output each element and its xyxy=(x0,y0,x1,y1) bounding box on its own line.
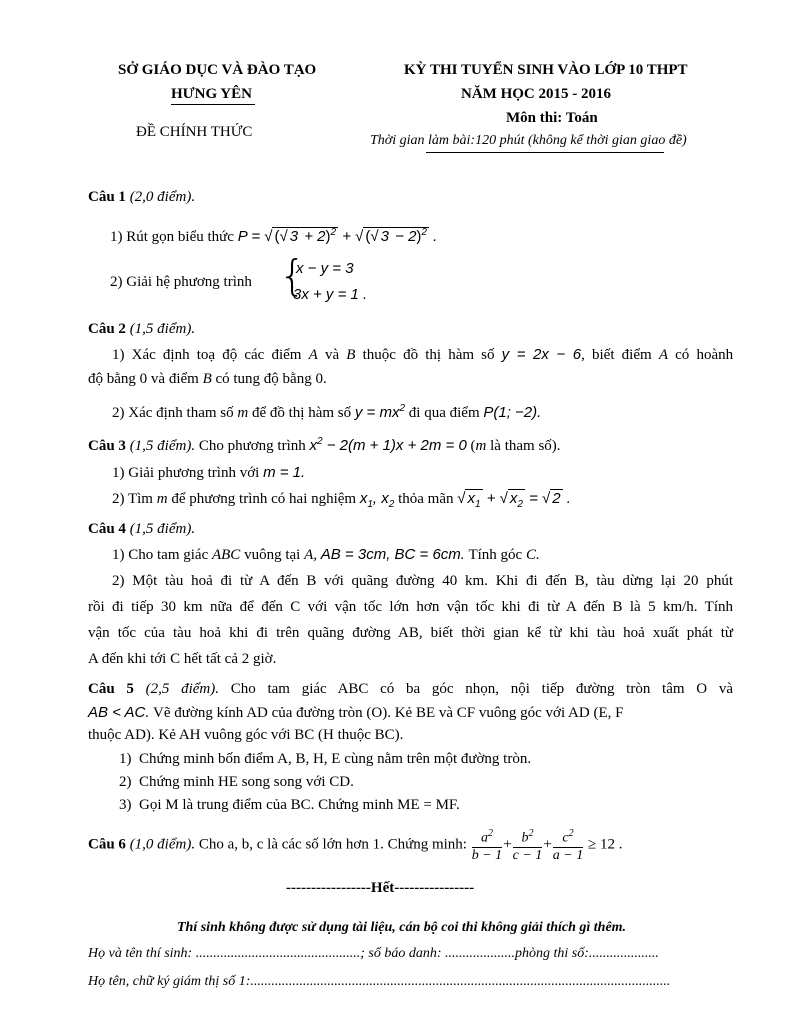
q2-point: P(1; −2). xyxy=(483,404,542,421)
q2-p2-text-b: để đồ thị hàm số xyxy=(251,405,352,421)
department-line2: HƯNG YÊN xyxy=(171,86,252,102)
q2-points: (1,5 điểm). xyxy=(129,321,196,337)
q2-p2-text-c: đi qua điểm xyxy=(408,405,480,421)
q5-line2-text: Vẽ đường kính AD của đường tròn (O). Kẻ BE và CF vuông góc với AD (E, F xyxy=(153,705,624,721)
q2-p1-text-g: có tung độ bằng 0. xyxy=(215,371,327,387)
q6-text: Cho a, b, c là các số lớn hơn 1. Chứng minh: xyxy=(198,836,467,853)
q6-frac-1: $\frac{a^2}{b - 1}$ xyxy=(471,828,503,863)
q3-p1-text: 1) Giải phương trình với xyxy=(112,465,260,481)
q5-points: (2,5 điểm). xyxy=(145,681,220,697)
q3-part2 xyxy=(112,488,757,516)
q4-p1-text-c: Tính góc xyxy=(468,547,523,563)
q2-var-a2: A xyxy=(658,347,668,363)
q3-intro: Cho phương trình xyxy=(198,438,306,454)
q4-p1-a: A, xyxy=(304,547,317,563)
q5-line1 xyxy=(88,678,733,700)
q2-title: Câu 2 xyxy=(88,321,126,337)
q1-part2-label: 2) Giải hệ phương trình xyxy=(110,274,252,290)
system-eq1: x − y = 3 xyxy=(296,260,354,277)
q2-p1-text-c: thuộc đồ thị hàm số xyxy=(362,347,495,363)
q5-item-1-num: 1) xyxy=(119,751,132,767)
q4-part2-line2: rồi đi tiếp 30 km nữa để đến C với vận tốc lớn hơn vận tốc khi đi từ A đến B là 5 km/h. Tính xyxy=(88,599,733,615)
q2-p1-text-e: có hoành xyxy=(675,347,734,363)
q3-note-rest: là tham số). xyxy=(490,438,561,454)
exam-time: Thời gian làm bài:120 phút (không kể thời gian giao đề) xyxy=(370,133,687,148)
q2-parabola: $y = mx^2$ xyxy=(354,403,406,421)
q2-var-m: m xyxy=(237,405,249,421)
q2-var-a: A xyxy=(308,347,318,363)
q4-heading xyxy=(88,518,733,540)
q3-p2-text-b: để phương trình có hai nghiệm xyxy=(171,491,357,507)
footer-note: Thí sinh không được sử dụng tài liệu, cán bộ coi thi không giải thích gì thêm. xyxy=(177,920,627,935)
q3-title: Câu 3 xyxy=(88,438,126,454)
q4-part2-line4: A đến khi tới C hết tất cả 2 giờ. xyxy=(88,651,277,667)
q5-item-3-text: Gọi M là trung điểm của BC. Chứng minh ME = MF. xyxy=(139,797,460,813)
q1-heading xyxy=(88,186,733,208)
q4-title: Câu 4 xyxy=(88,521,126,537)
q5-line2 xyxy=(88,702,733,724)
q3-note-open: ( xyxy=(470,438,476,454)
q5-item-2 xyxy=(119,771,764,793)
q3-p2-text-c: thỏa mãn xyxy=(398,491,454,507)
q5-title: Câu 5 xyxy=(88,681,134,697)
q3-p2-text-a: 2) Tìm xyxy=(112,491,153,507)
q5-item-3-num: 3) xyxy=(119,797,132,813)
time-underline xyxy=(426,152,664,153)
q4-p1-text-b: vuông tại xyxy=(244,547,301,563)
q6-line: Câu 6 (1,0 điểm). Cho a, b, c là các số lớn hơn 1. Chứng minh: $\frac{a^2}{b - 1}$ + $\frac{b^2}{c - 1}$ + $\frac{c^2}{a - 1}$ ≥ 12 . xyxy=(88,828,623,863)
q3-p2-var-m: m xyxy=(156,491,168,507)
q2-function: y = 2x − 6 xyxy=(501,346,582,363)
q2-p1-text-f: độ bằng 0 và điểm xyxy=(88,371,199,387)
department-line1: SỞ GIÁO DỤC VÀ ĐÀO TẠO xyxy=(118,62,317,78)
q3-equation: $x^2 - 2(m + 1)x + 2m = 0$ xyxy=(309,436,467,454)
q5-item-2-text: Chứng minh HE song song với CD. xyxy=(139,774,354,790)
q4-p1-c: C. xyxy=(525,547,540,563)
q2-p1-text-a: 1) Xác định toạ độ các điểm xyxy=(112,347,302,363)
q5-item-3 xyxy=(119,794,764,816)
q6-points: (1,0 điểm). xyxy=(129,836,196,853)
q2-var-b: B xyxy=(346,347,356,363)
q5-item-1-text: Chứng minh bốn điểm A, B, H, E cùng nằm trên một đường tròn. xyxy=(139,751,532,767)
q4-p1-text-a: 1) Cho tam giác xyxy=(112,547,209,563)
q4-part1 xyxy=(112,544,757,566)
q4-part2-line1: 2) Một tàu hoả đi từ A đến B với quãng đường 40 km. Khi đi đến B, tàu dừng lại 20 phút xyxy=(112,573,733,589)
system-brace: { xyxy=(279,251,306,300)
system-eq2: 3x + y = 1 . xyxy=(293,286,368,303)
department-underline xyxy=(171,104,255,105)
end-mark: -----------------Hết---------------- xyxy=(286,880,475,896)
exam-title: KỲ THI TUYỂN SINH VÀO LỚP 10 THPT xyxy=(404,62,688,78)
q3-part1 xyxy=(112,462,757,484)
school-year: NĂM HỌC 2015 - 2016 xyxy=(461,86,611,102)
q6-frac-3: $\frac{c^2}{a - 1}$ xyxy=(552,828,584,863)
q3-note-var: m xyxy=(475,438,487,454)
q6-title: Câu 6 xyxy=(88,836,126,853)
official-label: ĐỀ CHÍNH THỨC xyxy=(136,124,253,140)
q4-lengths: AB = 3cm, BC = 6cm. xyxy=(320,546,465,563)
q6-frac-2: $\frac{b^2}{c - 1}$ xyxy=(512,828,543,863)
q3-condition: √ $x_1$ + √ $x_2$ = √ 2 . xyxy=(457,490,571,510)
q2-part1-line1 xyxy=(112,344,733,366)
q5-item-2-num: 2) xyxy=(119,774,132,790)
subject: Môn thi: Toán xyxy=(506,110,598,126)
q1-part1-label: 1) Rút gọn biểu thức xyxy=(110,229,234,245)
q4-p1-abc: ABC xyxy=(211,547,241,563)
q4-points: (1,5 điểm). xyxy=(129,521,196,537)
q2-var-b2: B xyxy=(202,371,212,387)
q1-points: (2,0 điểm). xyxy=(129,189,196,205)
q5-inequality: AB < AC. xyxy=(88,704,150,721)
q1-part1 xyxy=(110,222,755,248)
q6-bound: ≥ 12 . xyxy=(587,836,623,853)
q5-line1-text: Cho tam giác ABC có ba góc nhọn, nội tiếp đường tròn tâm O và xyxy=(230,681,733,697)
q4-part2-line3: vận tốc của tàu hoả khi đi trên quãng đường AB, biết thời gian kể từ khi tàu hoả xuất phát từ xyxy=(88,625,733,641)
q1-expression: P = √ (√ 3 + 2)$^2$ + √ (√ 3 − 2)$^2$ . xyxy=(237,227,438,245)
footer-candidate-line: Họ và tên thí sinh: ...............................................; số báo danh: ....................phòng thi số:.................... xyxy=(88,946,659,961)
q2-part1-line2 xyxy=(88,368,733,390)
q3-points: (1,5 điểm). xyxy=(129,438,196,454)
q3-m-value: m = 1. xyxy=(263,464,306,481)
q3-roots: $x_1$, $x_2$ xyxy=(359,490,395,510)
q2-p2-text-a: 2) Xác định tham số xyxy=(112,405,234,421)
q5-item-1 xyxy=(119,748,764,770)
q2-part2 xyxy=(112,398,757,424)
q1-title: Câu 1 xyxy=(88,189,126,205)
q2-p1-text-d: , biết điểm xyxy=(581,347,652,363)
q5-line3: thuộc AD). Kẻ AH vuông góc với BC (H thuộc BC). xyxy=(88,727,404,743)
q2-heading xyxy=(88,318,733,340)
q2-p1-text-b: và xyxy=(324,347,340,363)
q3-heading xyxy=(88,431,733,457)
footer-supervisor-line: Họ tên, chữ ký giám thị số 1:........................................................................................................................ xyxy=(88,974,671,989)
